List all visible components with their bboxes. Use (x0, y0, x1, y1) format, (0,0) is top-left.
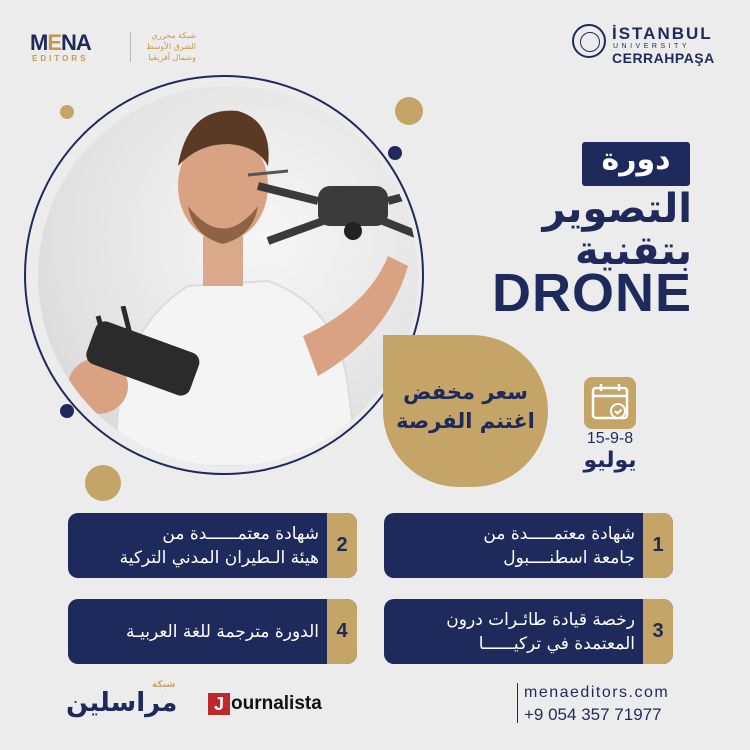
decorative-dot (60, 105, 74, 119)
course-dates: 15-9-8 (586, 430, 634, 447)
journalista-logo-text: ournalista (231, 693, 322, 714)
feature-text: الدورة مترجمة للغة العربيـة (126, 621, 319, 642)
mena-editors-logo (30, 28, 196, 68)
feature-text: شهادة معتمـــــدة من جامعة اسطنــــبول (483, 523, 635, 568)
decorative-dot (60, 404, 74, 418)
university-name: İSTANBUL (612, 24, 713, 43)
decorative-dot (395, 97, 423, 125)
feature-card-4 (68, 599, 357, 664)
rasileen-logo-prefix: شبكة (152, 680, 176, 690)
drone-icon (248, 146, 418, 266)
feature-card-1 (384, 513, 673, 578)
feature-number: 2 (327, 513, 357, 578)
mena-logo-arabic: شبكة محرري الشرق الأوسط وشمال أفريقيا (146, 31, 196, 62)
decorative-dot (388, 146, 402, 160)
headline-line-3: بتقنية (574, 228, 692, 274)
hero-photo (38, 86, 418, 466)
university-campus: CERRAHPAŞA (612, 50, 715, 66)
offer-line-2: اغتنم الفرصة (396, 409, 535, 433)
phone-number[interactable]: +9 054 357 71977 (524, 705, 662, 724)
feature-card-3 (384, 599, 673, 664)
university-label: UNIVERSITY (613, 43, 691, 50)
drone-pilot-illustration (38, 86, 418, 466)
mena-logo-divider (130, 32, 131, 62)
feature-number: 1 (643, 513, 673, 578)
journalista-logo-mark: J (208, 693, 230, 715)
rasileen-logo (66, 680, 186, 724)
rasileen-logo-text: مراسلين (66, 688, 178, 718)
feature-text: رخصة قيادة طائـرات درون المعتمدة في تركيــــــا (446, 609, 635, 654)
headline-line-1: دورة (601, 142, 671, 177)
feature-number: 4 (327, 599, 357, 664)
decorative-dot (85, 465, 121, 501)
university-seal-icon (572, 24, 606, 58)
mena-logo-subtitle: EDITORS (32, 54, 89, 63)
headline-line-2: التصوير (542, 186, 692, 232)
feature-number: 3 (643, 599, 673, 664)
headline-line-4: DRONE (491, 263, 692, 323)
course-month: يوليو (583, 448, 637, 473)
contact-divider (517, 683, 518, 723)
feature-card-2 (68, 513, 357, 578)
offer-line-1: سعر مخفض (403, 380, 528, 404)
mena-logo-wordmark: MENA (30, 30, 91, 55)
calendar-check-icon (584, 377, 636, 429)
remote-controller-icon (68, 306, 208, 406)
website-link[interactable]: menaeditors.com (524, 684, 670, 701)
istanbul-university-logo (572, 24, 732, 70)
feature-text: شهادة معتمــــــدة من هيئة الـطيران المدني التركية (119, 523, 319, 568)
